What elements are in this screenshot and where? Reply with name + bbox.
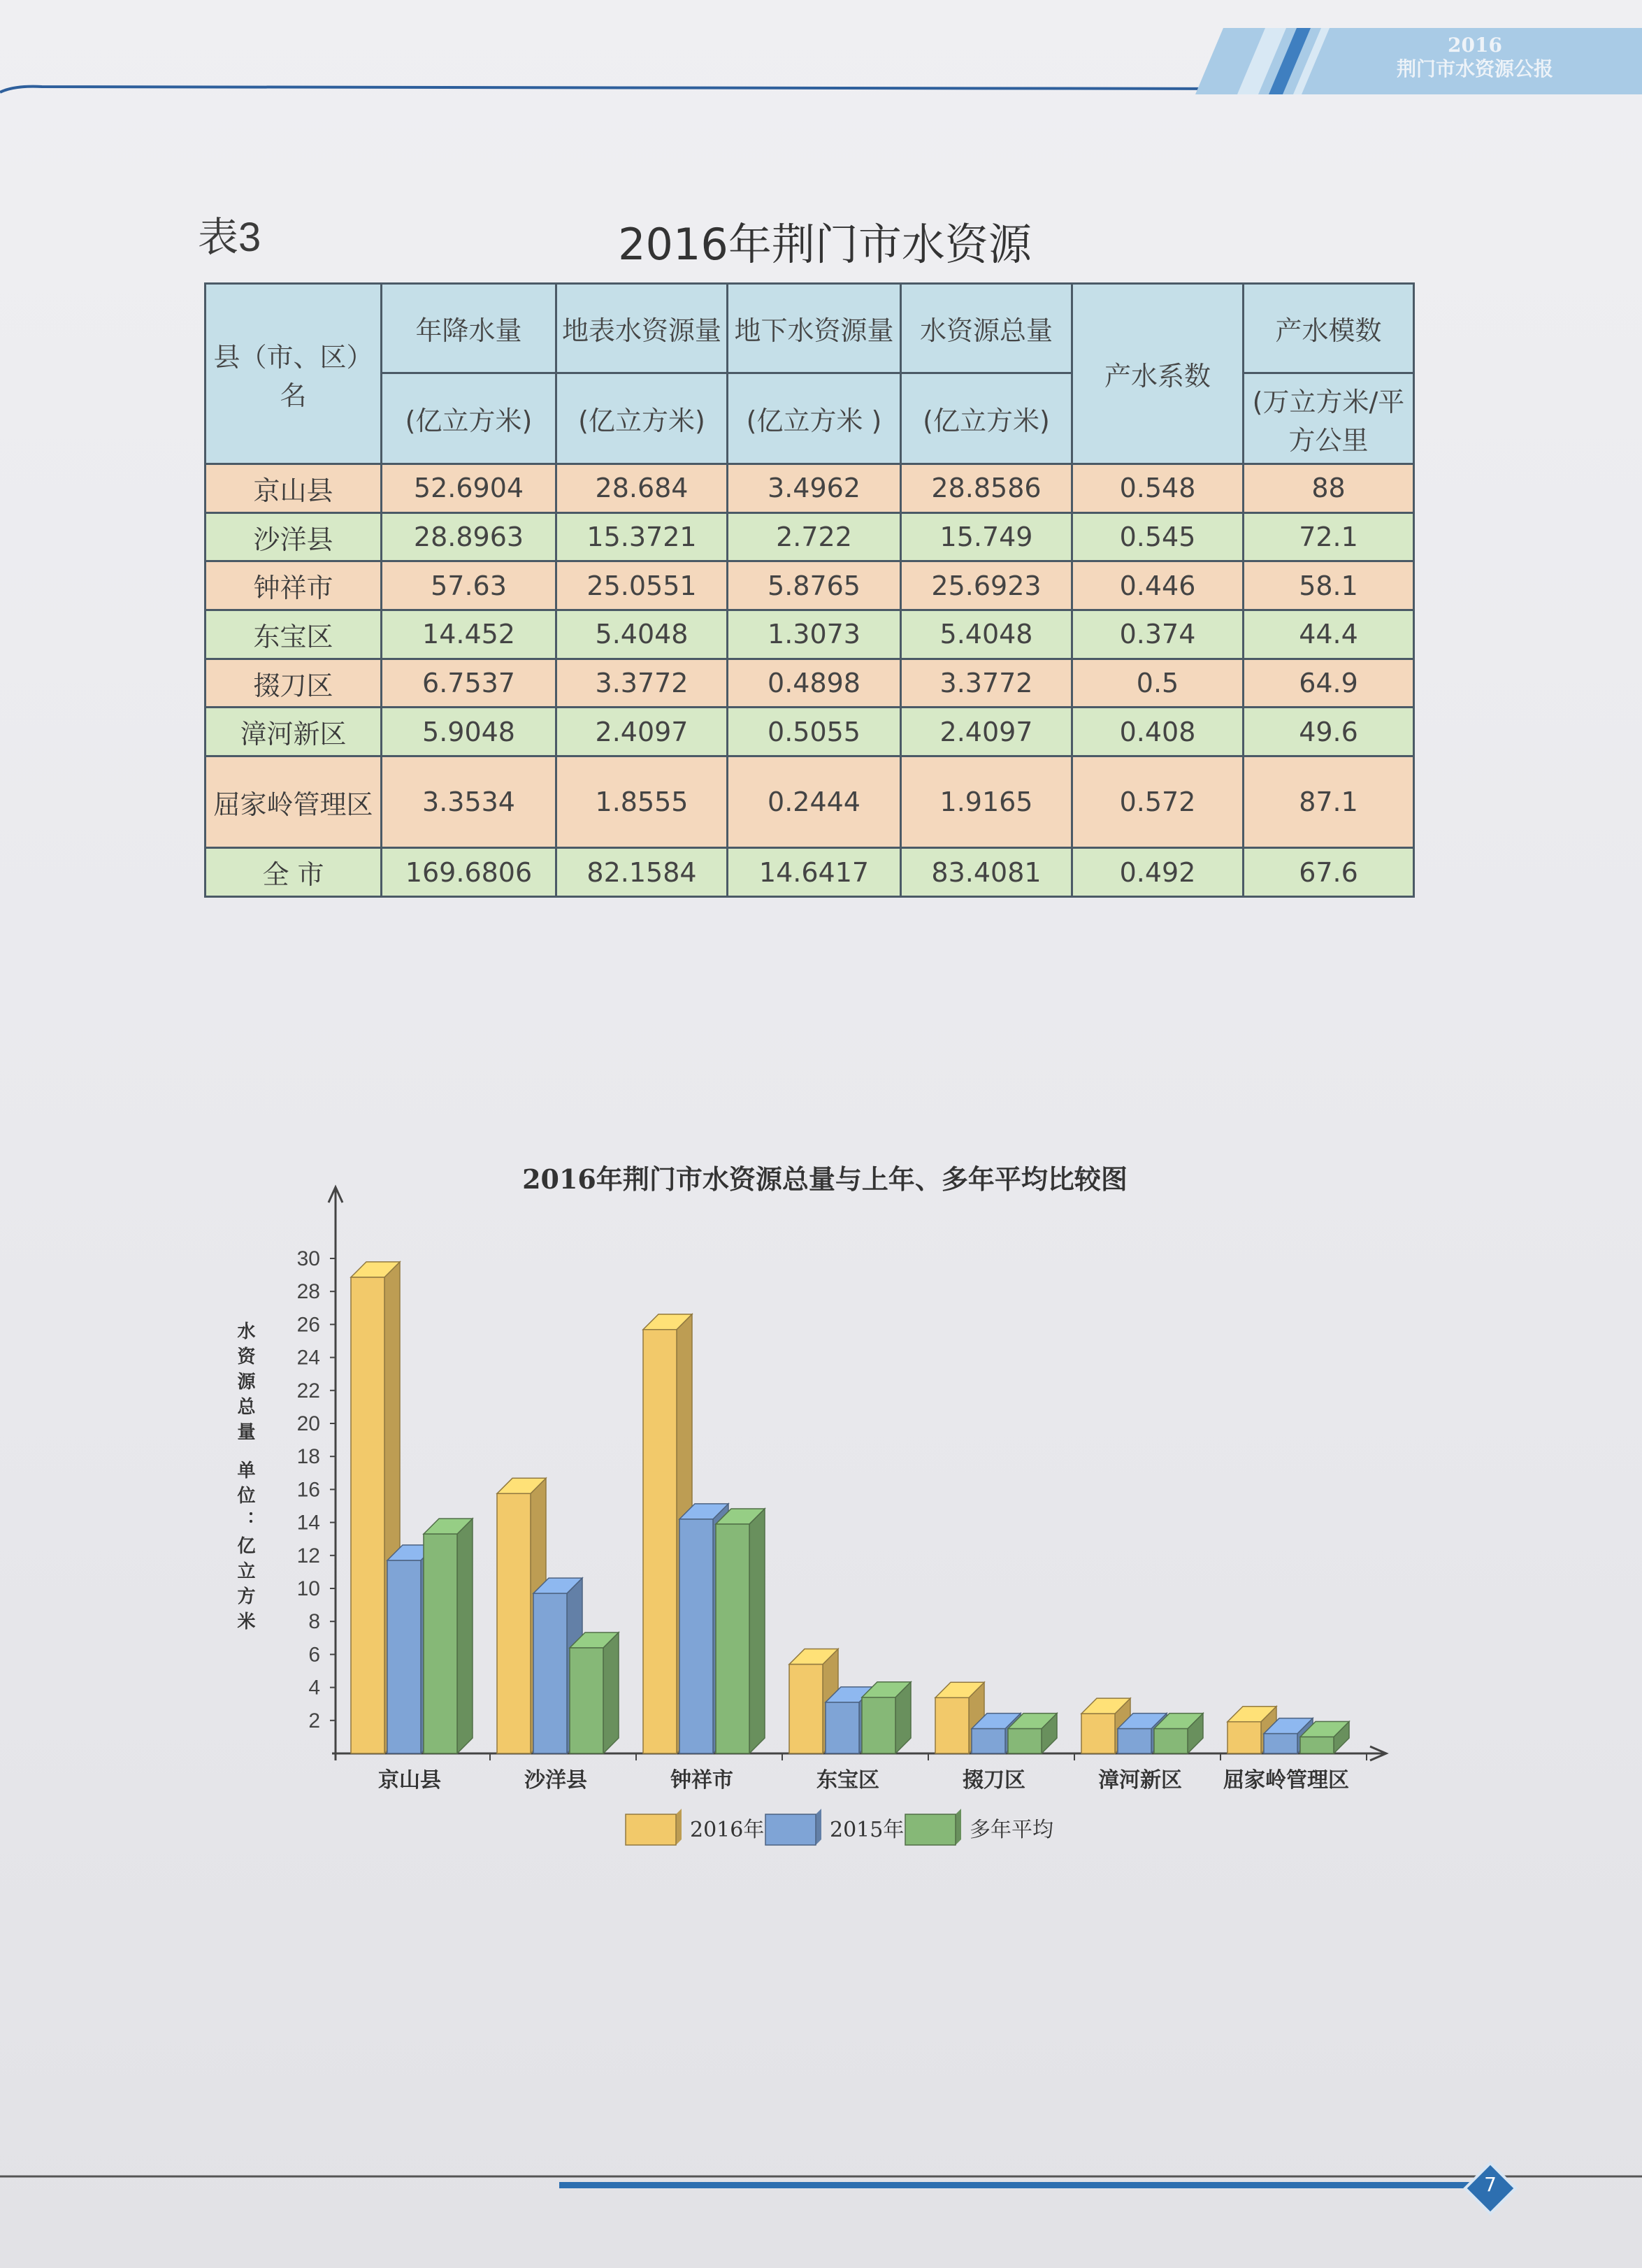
cell-coef: 0.548 [1072, 464, 1244, 513]
footer-accent-bar [559, 2182, 1482, 2188]
cell-precip: 14.452 [382, 610, 556, 659]
water-total-comparison-chart [210, 1147, 1440, 1881]
cell-name: 钟祥市 [206, 561, 382, 610]
cell-total: 3.3772 [901, 659, 1072, 708]
cell-coef: 0.572 [1072, 756, 1244, 848]
header-total-unit: (亿立方米) [901, 373, 1072, 464]
header-coef: 产水系数 [1072, 284, 1244, 464]
legend-label: 2016年 [690, 1818, 765, 1842]
cell-name: 掇刀区 [206, 659, 382, 708]
header-precip-unit: (亿立方米) [382, 373, 556, 464]
bar-side [603, 1632, 619, 1753]
table-row [206, 659, 1414, 708]
bar [1008, 1729, 1042, 1753]
bar [643, 1330, 677, 1753]
y-tick-label: 22 [296, 1379, 320, 1402]
cell-coef: 0.492 [1072, 848, 1244, 897]
bar [497, 1493, 531, 1753]
cell-modulus: 58.1 [1244, 561, 1414, 610]
cell-total: 15.749 [901, 512, 1072, 561]
header-surface: 地表水资源量 [556, 284, 728, 373]
bar [1118, 1729, 1151, 1753]
cell-name: 京山县 [206, 464, 382, 513]
legend-swatch-side [816, 1809, 821, 1845]
y-tick-label: 2 [308, 1709, 320, 1732]
table-row [206, 756, 1414, 848]
y-tick-label: 14 [296, 1511, 320, 1535]
y-tick-label: 16 [296, 1478, 320, 1502]
cell-coef: 0.5 [1072, 659, 1244, 708]
cell-ground: 5.8765 [728, 561, 901, 610]
cell-total: 2.4097 [901, 708, 1072, 756]
legend-label: 2015年 [830, 1818, 905, 1842]
cell-surface: 1.8555 [556, 756, 728, 848]
bar [972, 1729, 1005, 1753]
table-row [206, 708, 1414, 756]
table-title: 2016年荆门市水资源 [618, 219, 1032, 270]
cell-total: 25.6923 [901, 561, 1072, 610]
x-tick-label: 漳河新区 [1098, 1768, 1182, 1793]
table-row [206, 512, 1414, 561]
y-axis-label: 水资源总量 单位：亿立方米 [234, 1321, 255, 1637]
cell-surface: 5.4048 [556, 610, 728, 659]
cell-modulus: 64.9 [1244, 659, 1414, 708]
cell-total: 83.4081 [901, 848, 1072, 897]
table-row [206, 464, 1414, 513]
cell-ground: 1.3073 [728, 610, 901, 659]
bar [387, 1560, 421, 1753]
y-tick-label: 18 [296, 1445, 320, 1469]
water-resources-table [204, 282, 1415, 898]
header-precip: 年降水量 [382, 284, 556, 373]
y-tick-label: 10 [296, 1577, 320, 1600]
cell-coef: 0.446 [1072, 561, 1244, 610]
cell-surface: 82.1584 [556, 848, 728, 897]
header-surface-unit: (亿立方米) [556, 373, 728, 464]
bar-side [749, 1509, 765, 1753]
bar [716, 1524, 749, 1753]
bar [1227, 1722, 1261, 1753]
table-label: 表3 [198, 215, 261, 260]
header-total: 水资源总量 [901, 284, 1072, 373]
y-tick-label: 12 [296, 1544, 320, 1567]
header-publication [1314, 34, 1636, 81]
header-ground-unit: (亿立方米 ) [728, 373, 901, 464]
header-ground: 地下水资源量 [728, 284, 901, 373]
x-tick-label: 屈家岭管理区 [1223, 1768, 1349, 1793]
y-tick-label: 6 [308, 1643, 320, 1667]
table-row [206, 561, 1414, 610]
x-tick-label: 东宝区 [816, 1768, 879, 1793]
cell-name: 漳河新区 [206, 708, 382, 756]
cell-coef: 0.408 [1072, 708, 1244, 756]
bar [789, 1665, 823, 1753]
bar-side [457, 1519, 473, 1753]
cell-name: 东宝区 [206, 610, 382, 659]
bar [424, 1534, 457, 1753]
x-tick-label: 沙洋县 [524, 1768, 587, 1793]
cell-name: 屈家岭管理区 [206, 756, 382, 848]
y-tick-label: 26 [296, 1313, 320, 1337]
chart-title: 2016年荆门市水资源总量与上年、多年平均比较图 [522, 1163, 1128, 1195]
legend-swatch-side [956, 1809, 961, 1845]
bar [351, 1277, 384, 1753]
cell-surface: 3.3772 [556, 659, 728, 708]
table-row [206, 610, 1414, 659]
x-tick-label: 掇刀区 [963, 1768, 1025, 1793]
y-tick-label: 8 [308, 1610, 320, 1634]
cell-coef: 0.545 [1072, 512, 1244, 561]
cell-precip: 6.7537 [382, 659, 556, 708]
cell-modulus: 72.1 [1244, 512, 1414, 561]
cell-ground: 0.5055 [728, 708, 901, 756]
cell-precip: 28.8963 [382, 512, 556, 561]
cell-total: 28.8586 [901, 464, 1072, 513]
cell-surface: 28.684 [556, 464, 728, 513]
legend-swatch [626, 1814, 676, 1845]
cell-ground: 2.722 [728, 512, 901, 561]
cell-total: 1.9165 [901, 756, 1072, 848]
cell-precip: 57.63 [382, 561, 556, 610]
x-tick-label: 钟祥市 [670, 1768, 733, 1793]
cell-name: 全 市 [206, 848, 382, 897]
cell-total: 5.4048 [901, 610, 1072, 659]
header-modulus-unit: (万立方米/平方公里 [1244, 373, 1414, 464]
cell-precip: 169.6806 [382, 848, 556, 897]
y-tick-label: 20 [296, 1412, 320, 1435]
cell-surface: 15.3721 [556, 512, 728, 561]
bar [533, 1593, 567, 1753]
bar [862, 1698, 895, 1753]
cell-precip: 5.9048 [382, 708, 556, 756]
cell-modulus: 87.1 [1244, 756, 1414, 848]
legend-label: 多年平均 [970, 1818, 1053, 1842]
bar [679, 1519, 713, 1753]
cell-coef: 0.374 [1072, 610, 1244, 659]
bar [935, 1698, 969, 1753]
cell-surface: 2.4097 [556, 708, 728, 756]
header-modulus: 产水模数 [1244, 284, 1414, 373]
page-number: 7 [1484, 2173, 1497, 2196]
legend-swatch [765, 1814, 816, 1845]
cell-ground: 0.4898 [728, 659, 901, 708]
y-tick-label: 30 [296, 1247, 320, 1270]
y-tick-label: 4 [308, 1676, 320, 1700]
legend-swatch-side [676, 1809, 682, 1845]
bar [1081, 1714, 1115, 1753]
cell-ground: 14.6417 [728, 848, 901, 897]
y-tick-label: 28 [296, 1280, 320, 1304]
cell-ground: 3.4962 [728, 464, 901, 513]
cell-name: 沙洋县 [206, 512, 382, 561]
table-row-total [206, 848, 1414, 897]
cell-modulus: 67.6 [1244, 848, 1414, 897]
header-publication-title: 荆门市水资源公报 [1396, 57, 1553, 80]
bar [826, 1702, 859, 1753]
cell-ground: 0.2444 [728, 756, 901, 848]
cell-modulus: 49.6 [1244, 708, 1414, 756]
y-tick-label: 24 [296, 1346, 320, 1370]
cell-surface: 25.0551 [556, 561, 728, 610]
bar [1154, 1729, 1188, 1753]
x-tick-label: 京山县 [378, 1768, 441, 1793]
cell-precip: 3.3534 [382, 756, 556, 848]
header-year: 2016 [1448, 34, 1502, 57]
bar [1264, 1734, 1297, 1753]
header-name: 县（市、区）名 [206, 284, 382, 464]
cell-modulus: 44.4 [1244, 610, 1414, 659]
bar [1300, 1737, 1334, 1753]
legend-swatch [905, 1814, 956, 1845]
bar [570, 1648, 603, 1753]
cell-precip: 52.6904 [382, 464, 556, 513]
cell-modulus: 88 [1244, 464, 1414, 513]
